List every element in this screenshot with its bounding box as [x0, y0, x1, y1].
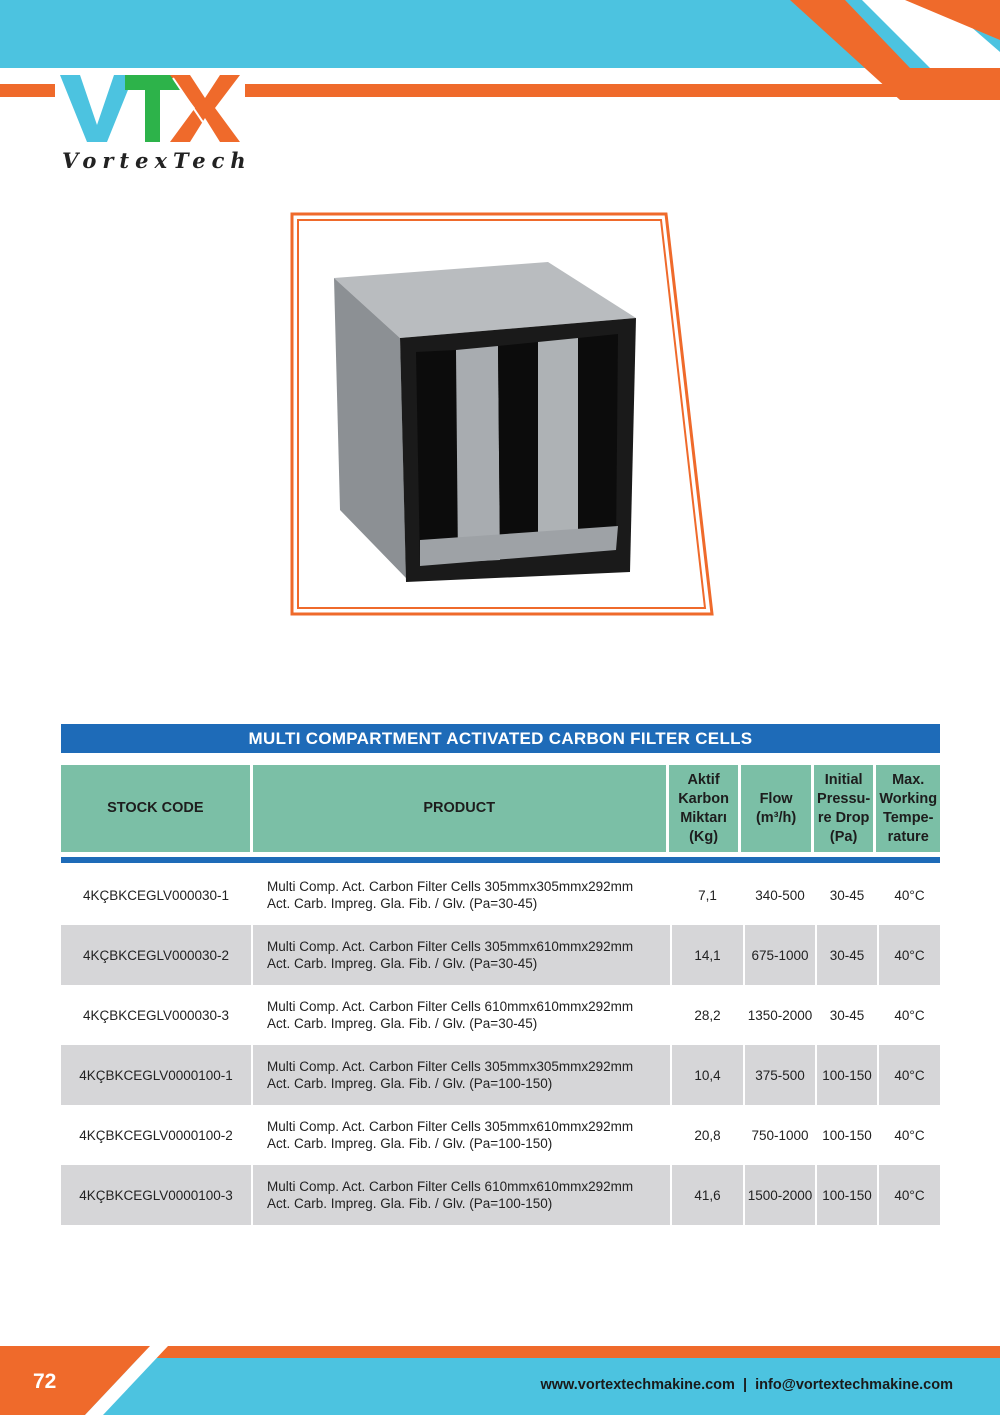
product-cell: Multi Comp. Act. Carbon Filter Cells 305mmx610mmx292mm Act. Carb. Impreg. Gla. Fib. / Glv. (Pa=100-150): [253, 1105, 672, 1165]
temp-cell: 40°C: [894, 1067, 925, 1083]
carbon-cell: 20,8: [672, 1105, 745, 1165]
temp-cell: 40°C: [894, 1187, 925, 1203]
product-cell: Multi Comp. Act. Carbon Filter Cells 305mmx305mmx292mm Act. Carb. Impreg. Gla. Fib. / Glv. (Pa=100-150): [253, 1045, 672, 1105]
table-row: [61, 1105, 940, 1165]
header-carbon: Aktif Karbon Miktarı (Kg): [669, 765, 739, 852]
table-title: MULTI COMPARTMENT ACTIVATED CARBON FILTER CELLS: [61, 724, 940, 753]
pressure-cell: 30-45: [817, 985, 879, 1045]
product-cell: Multi Comp. Act. Carbon Filter Cells 305mmx610mmx292mm Act. Carb. Impreg. Gla. Fib. / Glv. (Pa=30-45): [253, 925, 672, 985]
header-product: PRODUCT: [253, 765, 666, 852]
table-header: [61, 765, 940, 852]
footer-separator: |: [743, 1377, 748, 1393]
pressure-cell: 30-45: [817, 925, 879, 985]
product-photo-frame: [288, 210, 716, 618]
table-row: [61, 1165, 940, 1225]
carbon-cell: 41,6: [672, 1165, 745, 1225]
pressure-cell: 30-45: [817, 865, 879, 925]
table-row: [61, 985, 940, 1045]
footer-contact: [540, 1377, 953, 1393]
header-separator: [61, 857, 940, 863]
product-cell: Multi Comp. Act. Carbon Filter Cells 610mmx610mmx292mm Act. Carb. Impreg. Gla. Fib. / Glv. (Pa=30-45): [253, 985, 672, 1045]
flow-cell: 375-500: [745, 1045, 817, 1105]
email-link[interactable]: info@vortextechmakine.com: [755, 1377, 953, 1393]
table-row: [61, 865, 940, 925]
company-name: VortexTech: [62, 148, 252, 173]
table-row: [61, 1045, 940, 1105]
flow-cell: 340-500: [745, 865, 817, 925]
table-row: [61, 925, 940, 985]
header-max-temp: Max. Working Tempe- rature: [876, 765, 940, 852]
carbon-cell: 7,1: [672, 865, 745, 925]
pressure-cell: 100-150: [817, 1165, 879, 1225]
stock-code-cell: 4KÇBKCEGLV000030-1: [61, 865, 253, 925]
stock-code-cell: 4KÇBKCEGLV0000100-3: [61, 1165, 253, 1225]
table-body: [61, 865, 940, 1225]
temp-cell: 40°C: [894, 1007, 925, 1023]
pressure-cell: 100-150: [817, 1045, 879, 1105]
temp-cell: 40°C: [894, 887, 925, 903]
pressure-cell: 100-150: [817, 1105, 879, 1165]
temp-cell: 40°C: [894, 1127, 925, 1143]
stock-code-cell: 4KÇBKCEGLV0000100-1: [61, 1045, 253, 1105]
filter-cell-illustration: [334, 262, 636, 582]
product-cell: Multi Comp. Act. Carbon Filter Cells 610mmx610mmx292mm Act. Carb. Impreg. Gla. Fib. / Glv. (Pa=100-150): [253, 1165, 672, 1225]
stock-code-cell: 4KÇBKCEGLV000030-2: [61, 925, 253, 985]
vtx-logo-mark: [55, 70, 245, 150]
carbon-cell: 14,1: [672, 925, 745, 985]
flow-cell: 675-1000: [745, 925, 817, 985]
carbon-cell: 10,4: [672, 1045, 745, 1105]
stock-code-cell: 4KÇBKCEGLV000030-3: [61, 985, 253, 1045]
website-link[interactable]: www.vortextechmakine.com: [540, 1377, 735, 1393]
page-number: 72: [33, 1370, 57, 1393]
stock-code-cell: 4KÇBKCEGLV0000100-2: [61, 1105, 253, 1165]
temp-cell: 40°C: [894, 947, 925, 963]
header-flow: Flow (m³/h): [741, 765, 811, 852]
product-cell: Multi Comp. Act. Carbon Filter Cells 305mmx305mmx292mm Act. Carb. Impreg. Gla. Fib. / Glv. (Pa=30-45): [253, 865, 672, 925]
carbon-cell: 28,2: [672, 985, 745, 1045]
flow-cell: 1350-2000: [745, 985, 817, 1045]
header-pressure-drop: Initial Pressu- re Drop (Pa): [814, 765, 874, 852]
flow-cell: 750-1000: [745, 1105, 817, 1165]
flow-cell: 1500-2000: [745, 1165, 817, 1225]
header-stock-code: STOCK CODE: [61, 765, 250, 852]
